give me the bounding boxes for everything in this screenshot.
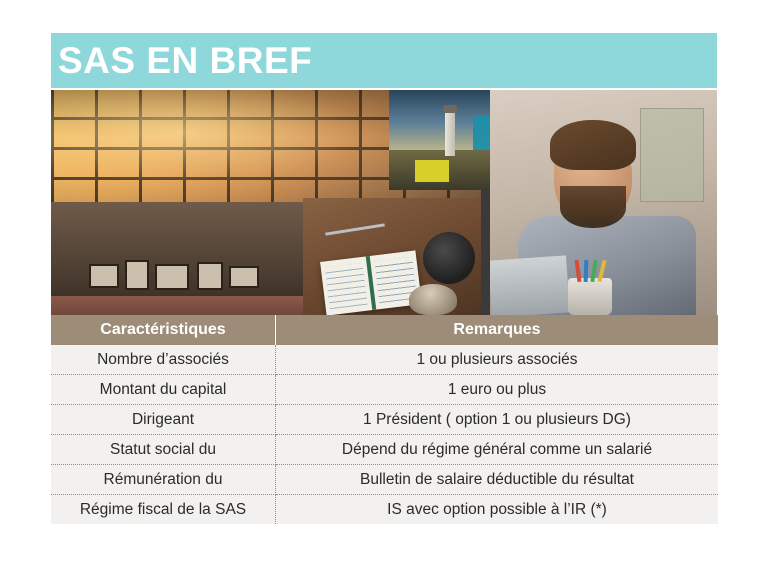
pencils [574,260,606,282]
column-header-caracteristiques: Caractéristiques [51,315,276,345]
table-row [51,375,718,405]
cell-characteristic: Régime fiscal de la SAS [51,495,276,525]
cell-characteristic: Statut social du [51,435,276,465]
cell-remark: IS avec option possible à l’IR (*) [276,495,719,525]
pen [325,223,385,235]
cell-remark: 1 ou plusieurs associés [276,345,719,375]
table-row [51,345,718,375]
notebook [320,250,422,315]
cell-remark: Dépend du régime général comme un salarié [276,435,719,465]
picture-frame [197,262,223,290]
table-row [51,435,718,465]
bowl [409,284,457,315]
cell-characteristic: Montant du capital [51,375,276,405]
table-row [51,495,718,525]
plate [423,232,475,284]
picture-frame [89,264,119,288]
hair [550,120,636,170]
column-header-remarques: Remarques [276,315,719,345]
picture-frame [229,266,259,288]
laptop [490,255,570,315]
page-title: SAS EN BREF [58,40,313,81]
cell-characteristic: Rémunération du [51,465,276,495]
yellow-overlay-block [415,160,449,182]
table-row [51,465,718,495]
table-row [51,405,718,435]
pencil-cup [568,278,612,315]
characteristics-table [51,315,718,524]
wall-panel [640,108,704,202]
cell-characteristic: Dirigeant [51,405,276,435]
man-at-laptop-photo [490,90,717,315]
notebook-lines [325,263,368,309]
cell-remark: Bulletin de salaire déductible du résultat [276,465,719,495]
cell-remark: 1 Président ( option 1 ou plusieurs DG) [276,405,719,435]
desk [303,198,481,315]
cell-characteristic: Nombre d’associés [51,345,276,375]
picture-frame [125,260,149,290]
table-header-row [51,315,718,345]
cell-remark: 1 euro ou plus [276,375,719,405]
picture-frame [155,264,189,290]
image-collage [51,90,717,315]
beard [560,186,626,228]
lighthouse-tower [445,112,455,156]
